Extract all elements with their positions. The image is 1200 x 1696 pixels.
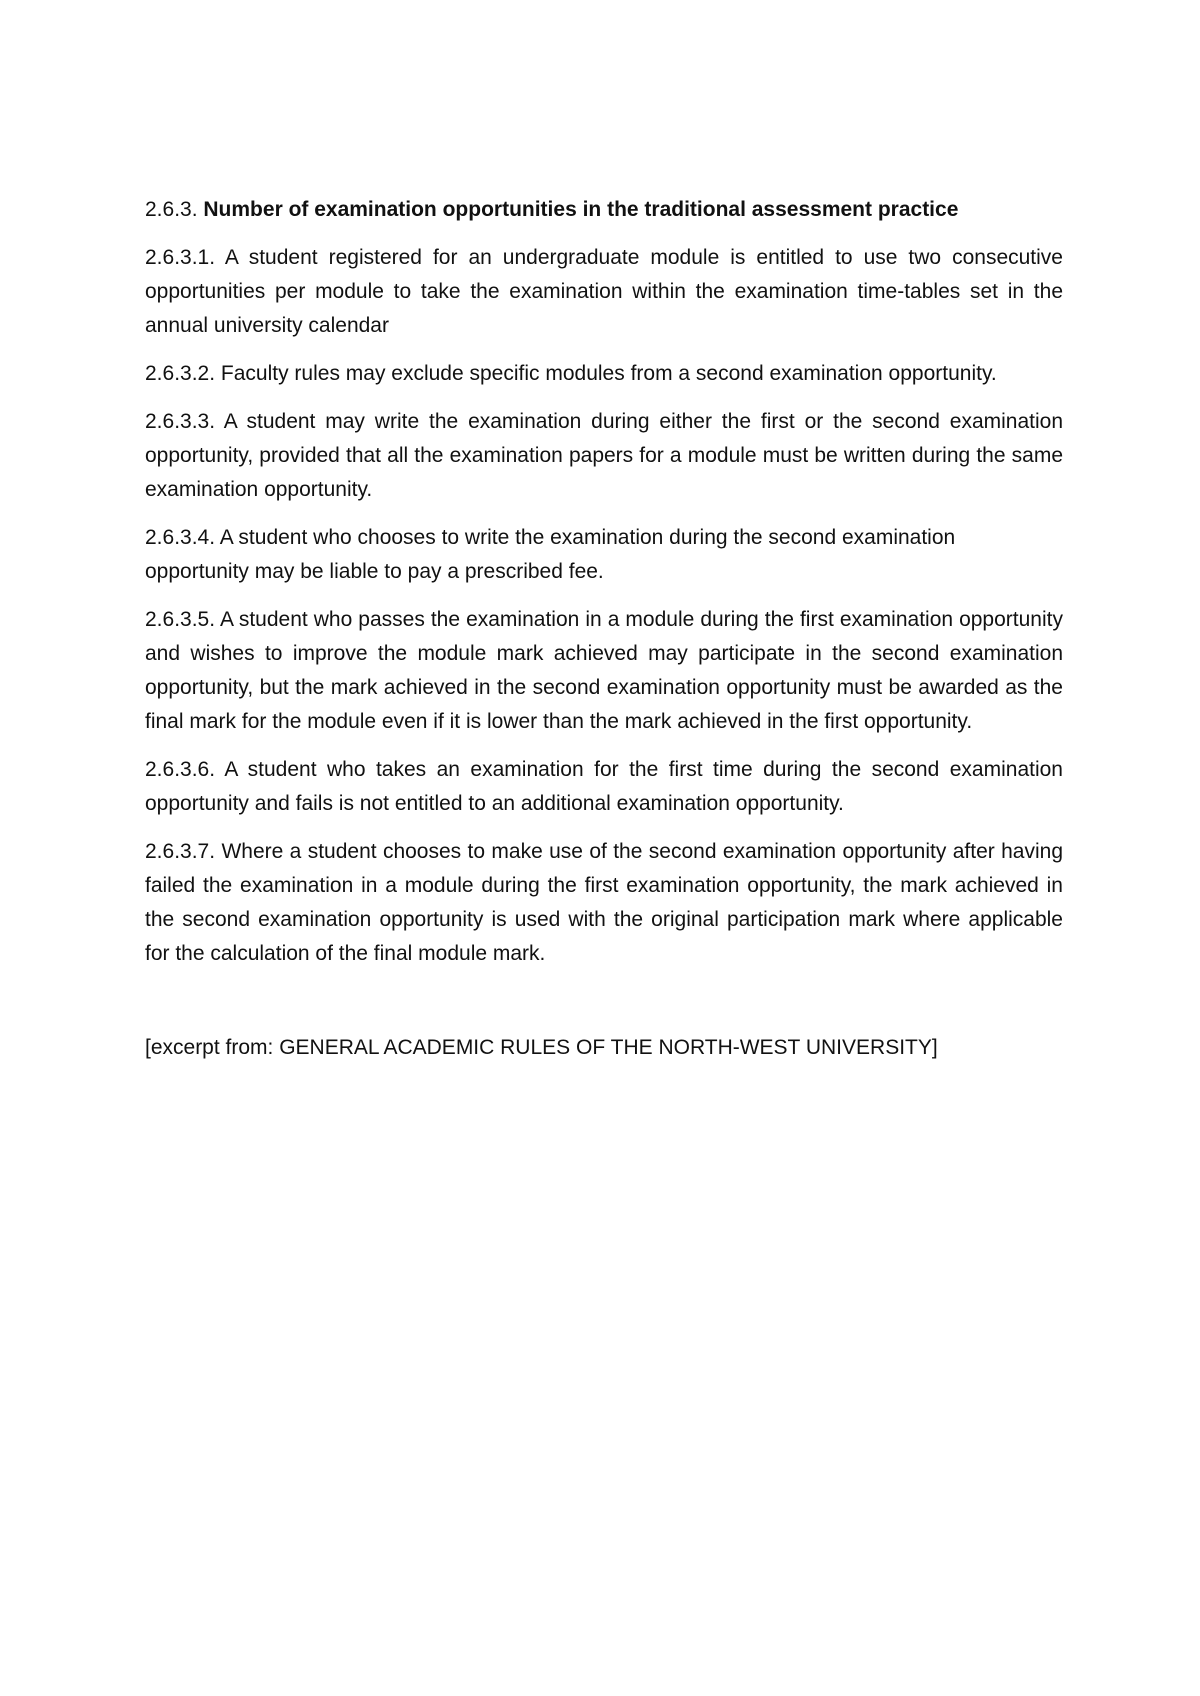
rule-number: 2.6.3.3. — [145, 410, 216, 433]
rule-text: Where a student chooses to make use of the second examination opportunity after having failed the examination in a module during the first examination opportunity, the mark achieved in the second examination opportunity is used with the original participation mark where applicable for the calculation of the final module mark. — [145, 840, 1063, 965]
rule-number: 2.6.3.4. — [145, 526, 216, 549]
section-title: Number of examination opportunities in the traditional assessment practice — [203, 198, 959, 221]
section-number: 2.6.3. — [145, 198, 198, 221]
rule-number: 2.6.3.7. — [145, 840, 216, 863]
source-citation: [excerpt from: GENERAL ACADEMIC RULES OF THE NORTH-WEST UNIVERSITY] — [145, 1036, 938, 1059]
rule-text: A student may write the examination during either the first or the second examination opportunity, provided that all the examination papers for a module must be written during the same examination opportunity. — [145, 410, 1063, 501]
rule-number: 2.6.3.5. — [145, 608, 216, 631]
rule-text: A student who passes the examination in a module during the first examination opportunity and wishes to improve the module mark achieved may participate in the second examination opportunity, but the mark achieved in the second examination opportunity must be awarded as the final mark for the module even if it is lower than the mark achieved in the first opportunity. — [145, 608, 1063, 733]
rule-paragraph-7 — [145, 835, 1063, 971]
rule-text: Faculty rules may exclude specific modules from a second examination opportunity. — [220, 362, 997, 385]
rule-text: A student registered for an undergraduate module is entitled to use two consecutive opportunities per module to take the examination within the examination time-tables set in the annual university calendar — [145, 246, 1063, 337]
rule-paragraph-4 — [145, 521, 1063, 589]
rule-paragraph-6 — [145, 753, 1063, 821]
rule-number: 2.6.3.1. — [145, 246, 216, 269]
section-heading — [145, 193, 1063, 227]
rule-paragraph-2 — [145, 357, 1063, 391]
document-page — [145, 193, 1063, 1079]
rule-paragraph-5 — [145, 603, 1063, 739]
rule-paragraph-1 — [145, 241, 1063, 343]
rule-text: A student who chooses to write the examination during the second examination opportunity may be liable to pay a prescribed fee. — [145, 526, 956, 583]
rule-number: 2.6.3.6. — [145, 758, 216, 781]
rule-number: 2.6.3.2. — [145, 362, 216, 385]
rule-paragraph-3 — [145, 405, 1063, 507]
rule-text: A student who takes an examination for the first time during the second examination opportunity and fails is not entitled to an additional examination opportunity. — [145, 758, 1063, 815]
